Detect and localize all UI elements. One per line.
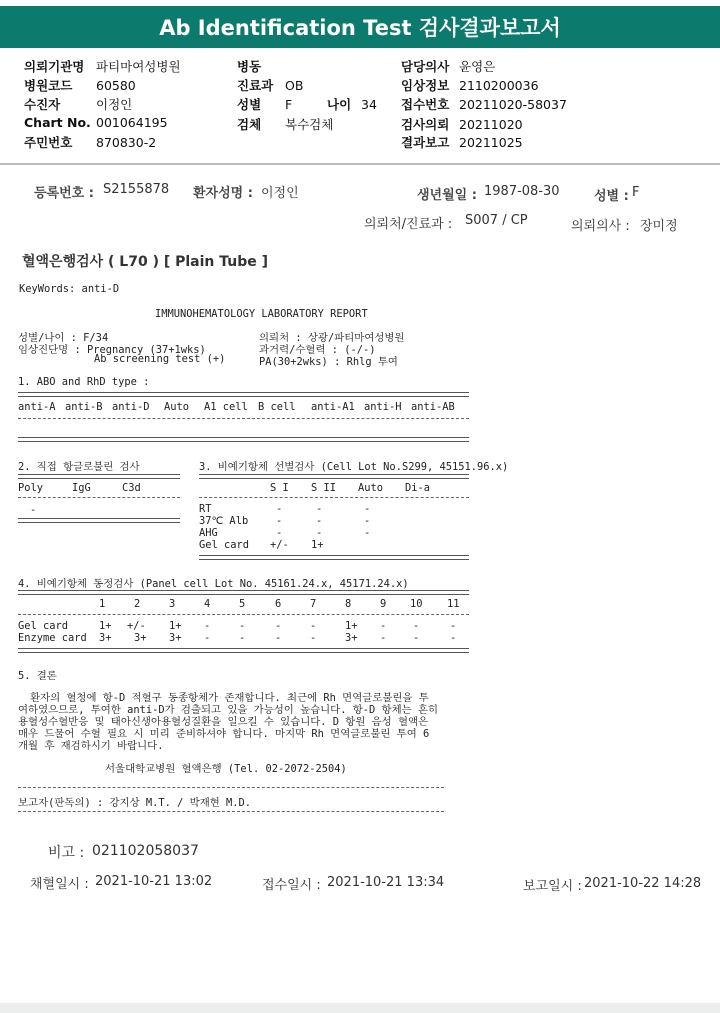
screen-cell: -	[316, 515, 323, 527]
report-title-banner	[0, 6, 720, 48]
panel-col: 8	[345, 598, 352, 610]
note-label: 비고 :	[48, 845, 85, 861]
header-field: Chart No. 001064195	[24, 115, 168, 130]
screen-col: Auto	[358, 482, 384, 494]
screen-row-label: AHG	[199, 527, 218, 539]
screen-cell: 1+	[311, 539, 324, 551]
screen-cell: -	[364, 527, 371, 539]
header-field: 주민번호 870830-2	[24, 135, 157, 150]
section-3-title: 3. 비예기항체 선별검사 (Cell Lot No.S299, 45151.96.x)	[199, 461, 509, 473]
panel-col: 5	[239, 598, 246, 610]
panel-cell: 1+	[169, 620, 182, 632]
history: 과거력/수혈력 : (-/-)	[259, 344, 376, 356]
section-1-title: 1. ABO and RhD type :	[18, 376, 150, 388]
sex-age: 성별/나이 : F/34	[18, 332, 109, 344]
panel-col: 7	[310, 598, 317, 610]
conclusion-line: 용혈성수혈반응 및 태아신생아용혈성질환을 일으킬 수 있습니다. D 항원 음성 혈액은	[18, 716, 429, 728]
panel-row-label: Gel card	[18, 620, 69, 632]
panel-cell: -	[204, 620, 211, 632]
panel-cell: -	[204, 632, 211, 644]
divider	[199, 555, 469, 560]
screen-col: Di-a	[405, 482, 431, 494]
reporter: 보고자(판독의) : 강지상 M.T. / 박재현 M.D.	[18, 797, 252, 809]
panel-cell: -	[450, 620, 457, 632]
panel-col: 3	[169, 598, 176, 610]
panel-row-label: Enzyme card	[18, 632, 87, 644]
header-field: 검체 복수검체	[237, 117, 334, 132]
panel-cell: +/-	[127, 620, 146, 632]
abo-col: anti-A	[18, 401, 56, 413]
abo-col: anti-B	[65, 401, 103, 413]
panel-col: 2	[134, 598, 141, 610]
divider	[18, 474, 180, 479]
referral: 의뢰처 : 상광/파티마여성병원	[259, 332, 405, 344]
section-5-title: 5. 결론	[18, 670, 57, 682]
section-4-title: 4. 비예기항체 동정검사 (Panel cell Lot No. 45161.24.x, 45171.24.x)	[18, 578, 409, 590]
note-value: 021102058037	[92, 843, 199, 859]
panel-cell: -	[450, 632, 457, 644]
panel-col: 11	[447, 598, 460, 610]
divider	[18, 648, 469, 653]
header-field: 성별 F	[237, 97, 293, 112]
screen-cell: -	[276, 515, 283, 527]
divider	[18, 518, 180, 523]
conclusion-line: 환자의 혈청에 항-D 적혈구 동종항체가 존재합니다. 최근에 Rh 면역글로불린을 투	[30, 692, 429, 704]
abo-col: anti-H	[364, 401, 402, 413]
header-field: 담당의사 윤영은	[401, 59, 496, 74]
report-title: Ab Identification Test 검사결과보고서	[159, 16, 561, 40]
screen-cell: -	[276, 503, 283, 515]
panel-cell: 1+	[345, 620, 358, 632]
receive-value: 2021-10-21 13:34	[327, 875, 445, 890]
screen-col: S I	[270, 482, 289, 494]
header-field: 병원코드 60580	[24, 78, 136, 93]
conclusion-line: 여하였으므로, 투여한 anti-D가 검출되고 있을 가능성이 높습니다. 항-D 항체는 흔히	[18, 704, 438, 716]
screen-row-label: RT	[199, 503, 212, 515]
abo-col: anti-AB	[411, 401, 455, 413]
header-field: 접수번호 20211020-58037	[401, 97, 567, 112]
panel-cell: 3+	[134, 632, 147, 644]
diagnosis-2: Ab screening test (+)	[94, 353, 226, 365]
conclusion-line: 개월 후 재검하시기 바랍니다.	[18, 740, 164, 752]
abo-col: A1 cell	[204, 401, 248, 413]
screen-cell: -	[364, 515, 371, 527]
panel-cell: -	[413, 620, 420, 632]
divider	[199, 497, 469, 498]
dat-col: IgG	[72, 482, 91, 494]
screen-cell: -	[316, 527, 323, 539]
dat-col: Poly	[18, 482, 44, 494]
panel-cell: 1+	[99, 620, 112, 632]
header-field: 결과보고 20211025	[401, 135, 523, 150]
header-field: 검사의뢰 20211020	[401, 117, 523, 132]
panel-cell: -	[310, 620, 317, 632]
dat-value: -	[30, 504, 37, 516]
collect-value: 2021-10-21 13:02	[95, 874, 213, 889]
screen-col: S II	[311, 482, 337, 494]
panel-cell: -	[239, 620, 246, 632]
report-heading: IMMUNOHEMATOLOGY LABORATORY REPORT	[155, 308, 368, 320]
screen-cell: -	[316, 503, 323, 515]
panel-cell: -	[380, 632, 387, 644]
divider	[18, 614, 469, 615]
page-bottom-edge	[0, 1003, 720, 1013]
panel-cell: -	[275, 632, 282, 644]
pa-info: PA(30+2wks) : Rhlg 투여	[259, 356, 398, 368]
abo-col: Auto	[164, 401, 190, 413]
report-label: 보고일시 :	[523, 879, 582, 894]
report-value: 2021-10-22 14:28	[584, 876, 702, 891]
panel-cell: -	[275, 620, 282, 632]
panel-cell: 3+	[345, 632, 358, 644]
divider	[18, 392, 469, 397]
diagnosis: 임상진단명 : Pregnancy (37+1wks)	[18, 344, 206, 356]
panel-cell: -	[239, 632, 246, 644]
divider	[18, 497, 180, 498]
header-field: 의뢰기관명 파티마여성병원	[24, 59, 181, 74]
divider	[18, 437, 469, 442]
screen-cell: -	[276, 527, 283, 539]
screen-cell: +/-	[270, 539, 289, 551]
divider	[18, 418, 469, 419]
panel-col: 10	[410, 598, 423, 610]
divider	[18, 811, 444, 812]
panel-cell: 3+	[169, 632, 182, 644]
divider	[18, 787, 444, 788]
panel-col: 6	[275, 598, 282, 610]
panel-cell: 3+	[99, 632, 112, 644]
panel-col: 9	[380, 598, 387, 610]
collect-label: 채혈일시 :	[30, 877, 89, 892]
header-field: 진료과 OB	[237, 78, 304, 93]
abo-col: anti-D	[112, 401, 150, 413]
header-field-age: 나이 34	[327, 97, 377, 112]
divider	[18, 590, 469, 595]
header-field: 병동	[237, 59, 262, 74]
keywords: KeyWords: anti-D	[19, 283, 120, 295]
section-2-title: 2. 직접 항글로불린 검사	[18, 461, 140, 473]
conclusion-line: 매우 드물어 수혈 필요 시 미리 준비하셔야 합니다. 마지막 Rh 면역글로불린 투여 6	[18, 728, 430, 740]
abo-col: anti-A1	[311, 401, 355, 413]
abo-col: B cell	[258, 401, 296, 413]
panel-cell: -	[413, 632, 420, 644]
divider	[199, 474, 469, 479]
dat-col: C3d	[122, 482, 141, 494]
panel-col: 4	[204, 598, 211, 610]
test-title: 혈액은행검사 ( L70 ) [ Plain Tube ]	[22, 254, 269, 270]
header-field: 수진자 이정인	[24, 97, 133, 112]
header-field: 임상정보 2110200036	[401, 78, 539, 93]
screen-row-label: Gel card	[199, 539, 250, 551]
blood-bank: 서울대학교병원 혈액은행 (Tel. 02-2072-2504)	[105, 763, 347, 775]
panel-cell: -	[310, 632, 317, 644]
screen-cell: -	[364, 503, 371, 515]
header-divider	[0, 163, 720, 165]
receive-label: 접수일시 :	[262, 878, 321, 893]
panel-cell: -	[380, 620, 387, 632]
panel-col: 1	[99, 598, 106, 610]
screen-row-label: 37℃ Alb	[199, 515, 249, 527]
